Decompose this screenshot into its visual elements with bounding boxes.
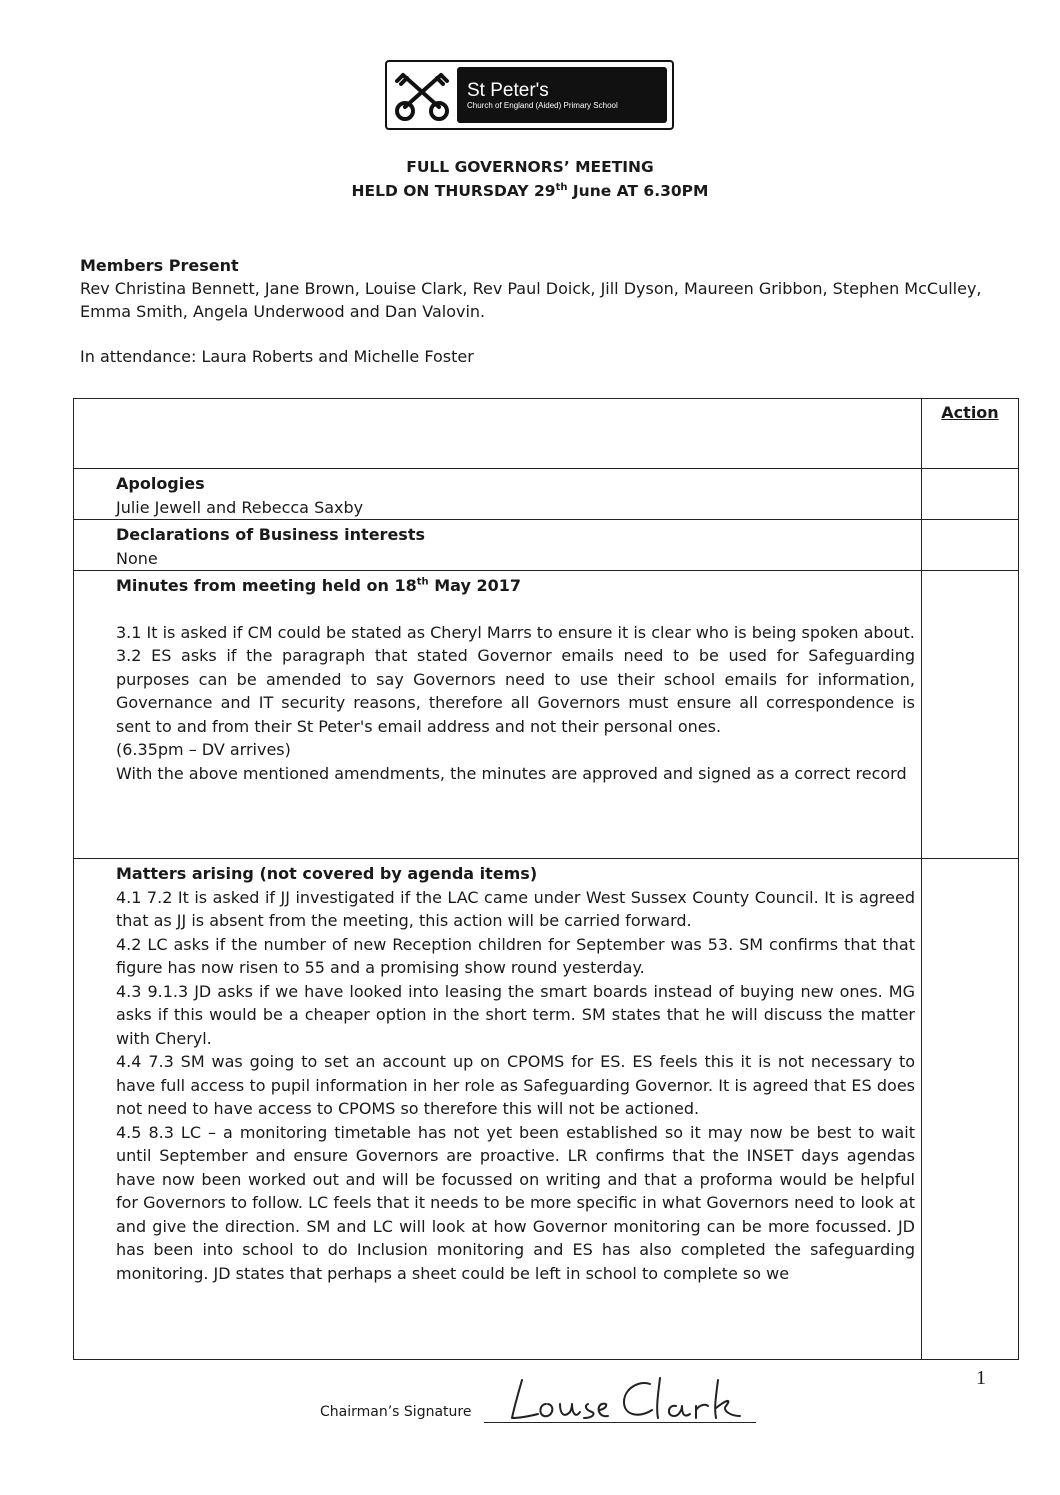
signature-label: Chairman’s Signature	[320, 1404, 472, 1420]
declarations-text: None	[116, 548, 158, 568]
minutes-paragraph: With the above mentioned amendments, the minutes are approved and signed as a correct record	[116, 763, 907, 783]
declarations-heading: Declarations of Business interests	[116, 525, 425, 544]
crossed-keys-icon	[387, 62, 457, 128]
minutes-paragraph: 3.2 ES asks if the paragraph that stated Governor emails need to be used for Safeguarding purposes can be amended to say Governors need to use their school emails for information, Governance and IT security reasons, therefore all Governors must ensure all correspondence is sent to and from their St Peter's email address and not their personal ones.	[116, 646, 915, 736]
members-list: Rev Christina Bennett, Jane Brown, Louise Clark, Rev Paul Doick, Jill Dyson, Maureen Gribbon, Stephen McCulley, Emma Smith, Angela Underwood and Dan Valovin.	[80, 279, 982, 321]
meeting-date: HELD ON THURSDAY 29th June AT 6.30PM	[351, 181, 709, 200]
in-attendance: In attendance: Laura Roberts and Michelle Foster	[80, 347, 474, 366]
matters-arising-row	[74, 859, 1019, 1360]
minutes-table	[73, 398, 1019, 1360]
logo-wordmark	[457, 67, 667, 123]
minutes-heading: Minutes from meeting held on 18th May 2017	[116, 576, 521, 595]
matters-paragraph: 4.5 8.3 LC – a monitoring timetable has not yet been established so it may now be best to wait until September and ensure Governors are proactive. LR confirms that the INSET days agendas have now been worked out and will be focussed on writing and that a proforma would be helpful for Governors to follow. LC feels that it needs to be more specific in what Governors need to look at and give the direction. SM and LC will look at how Governor monitoring can be more focussed. JD has been into school to do Inclusion monitoring and ES has also completed the safeguarding monitoring. JD states that perhaps a sheet could be left in school to complete so we	[116, 1122, 915, 1283]
meeting-title: FULL GOVERNORS’ MEETING	[406, 158, 654, 176]
minutes-paragraph: 3.1 It is asked if CM could be stated as Cheryl Marrs to ensure it is clear who is being spoken about.	[116, 622, 915, 642]
matters-heading: Matters arising (not covered by agenda items)	[116, 864, 538, 883]
action-column-header: Action	[941, 403, 999, 422]
handwritten-signature	[500, 1374, 760, 1426]
matters-paragraph: 4.4 7.3 SM was going to set an account up on CPOMS for ES. ES feels this it is not necessary to have full access to pupil information in her role as Safeguarding Governor. It is agreed that ES does not need to have access to CPOMS so therefore this will not be actioned.	[116, 1052, 915, 1118]
matters-paragraph: 4.2 LC asks if the number of new Reception children for September was 53. SM confirms that that figure has now risen to 55 and a promising show round yesterday.	[116, 934, 915, 977]
apologies-heading: Apologies	[116, 474, 205, 493]
school-subtitle: Church of England (Aided) Primary School	[467, 100, 618, 110]
minutes-row	[74, 571, 1019, 859]
page-number: 1	[976, 1367, 986, 1389]
minutes-paragraph: (6.35pm – DV arrives)	[116, 740, 291, 759]
declarations-row	[74, 520, 1019, 571]
school-name: St Peter's	[467, 79, 549, 101]
school-logo	[385, 60, 674, 130]
members-section	[80, 254, 1000, 368]
apologies-row	[74, 469, 1019, 520]
table-header-row	[74, 399, 1019, 469]
matters-paragraph: 4.3 9.1.3 JD asks if we have looked into leasing the smart boards instead of buying new ones. MG asks if this would be a cheaper option in the short term. SM states that he will discuss the matter with Cheryl.	[116, 981, 915, 1048]
matters-paragraph: 4.1 7.2 It is asked if JJ investigated if the LAC came under West Sussex County Council. It is agreed that as JJ is absent from the meeting, this action will be carried forward.	[116, 887, 915, 930]
apologies-text: Julie Jewell and Rebecca Saxby	[116, 497, 364, 517]
signature-area	[320, 1374, 1000, 1434]
members-heading: Members Present	[80, 256, 239, 275]
